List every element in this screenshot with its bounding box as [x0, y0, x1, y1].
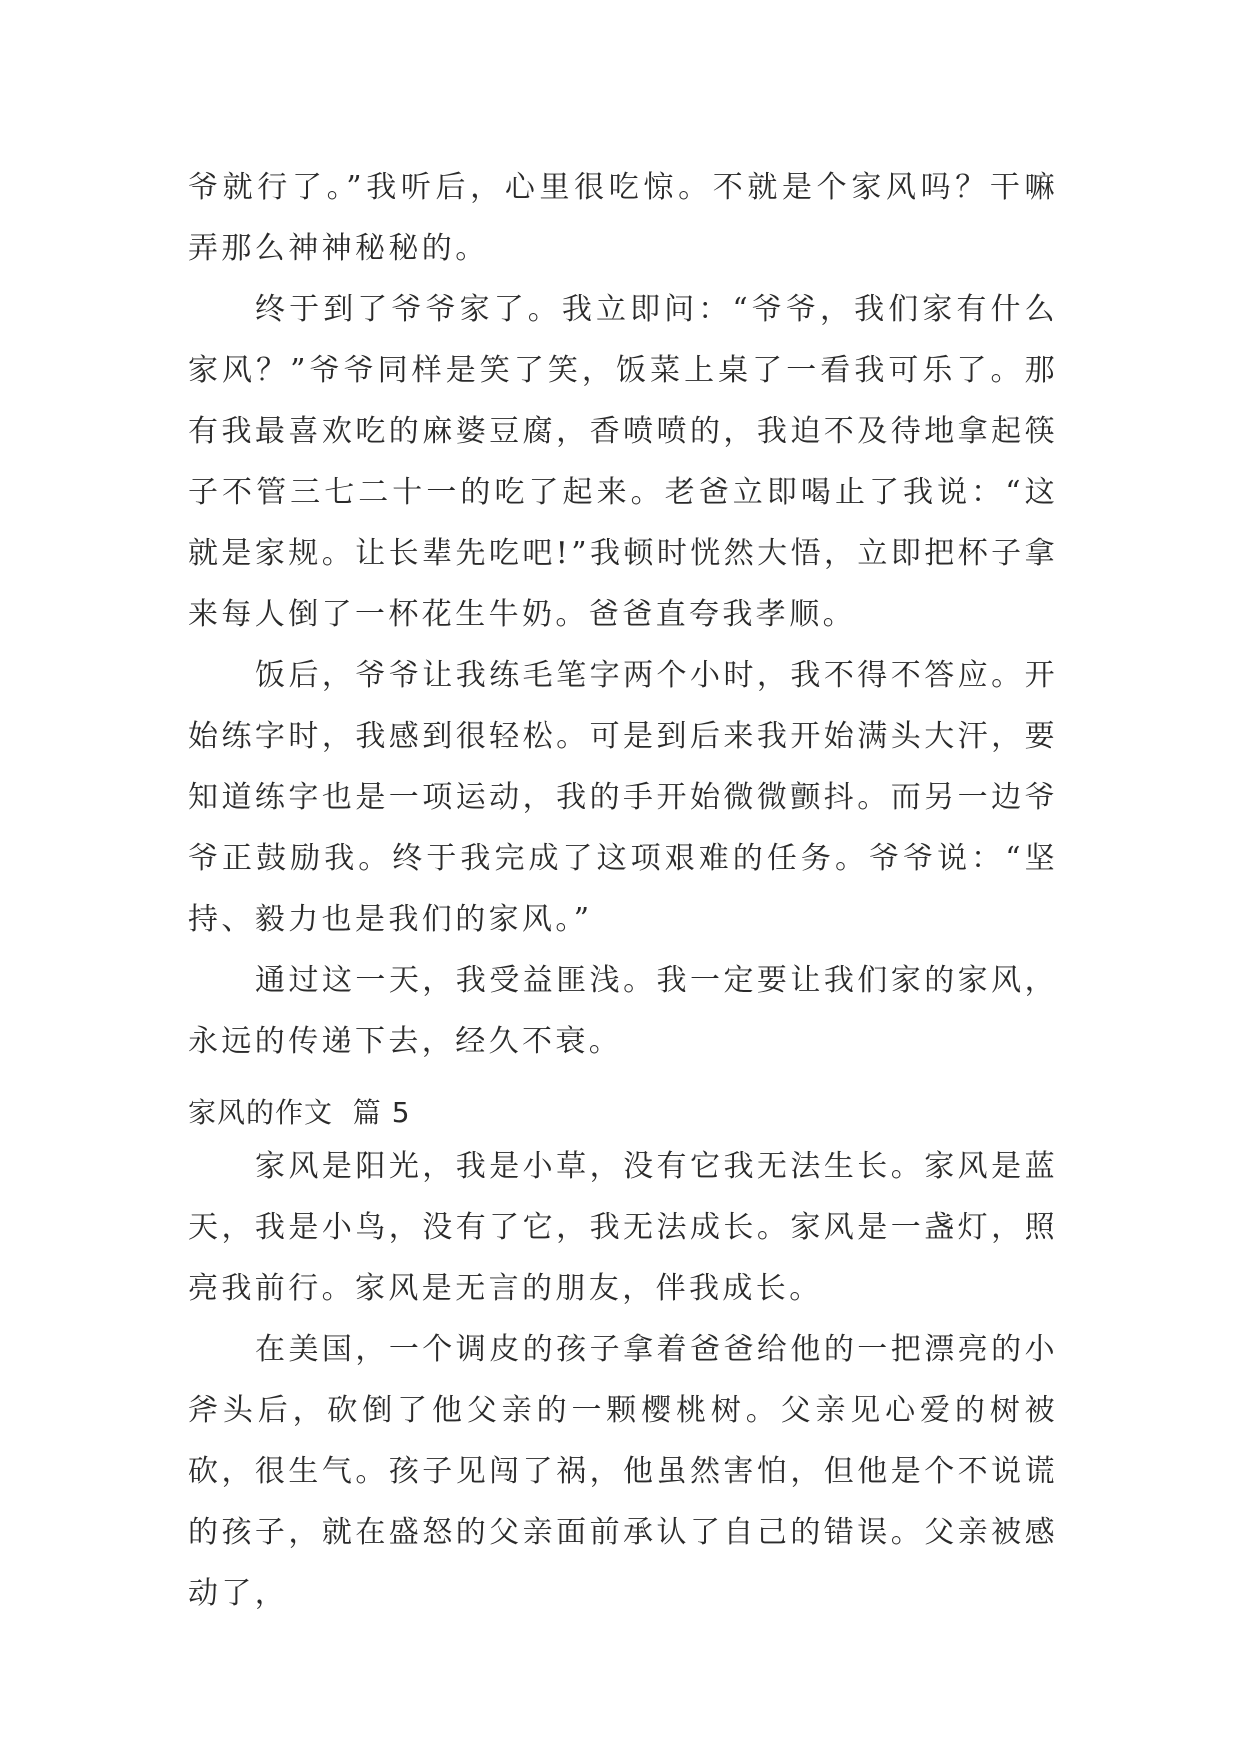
essay-body-part1 [188, 157, 1058, 1072]
essay-body-part2 [188, 1136, 1058, 1624]
paragraph: 终于到了爷爷家了。我立即问：“爷爷，我们家有什么家风？”爷爷同样是笑了笑，饭菜上桌了一看我可乐了。那有我最喜欢吃的麻婆豆腐，香喷喷的，我迫不及待地拿起筷子不管三七二十一的吃了起来。老爸立即喝止了我说：“这就是家规。让长辈先吃吧!”我顿时恍然大悟，立即把杯子拿来每人倒了一杯花生牛奶。爸爸直夸我孝顺。 [188, 292, 1058, 632]
paragraph: 家风是阳光，我是小草，没有它我无法生长。家风是蓝天，我是小鸟，没有了它，我无法成长。家风是一盏灯，照亮我前行。家风是无言的朋友，伴我成长。 [188, 1149, 1058, 1306]
paragraph: 在美国，一个调皮的孩子拿着爸爸给他的一把漂亮的小斧头后，砍倒了他父亲的一颗樱桃树。父亲见心爱的树被砍，很生气。孩子见闯了祸，他虽然害怕，但他是个不说谎的孩子，就在盛怒的父亲面前承认了自己的错误。父亲被感动了， [188, 1332, 1058, 1611]
paragraph: 通过这一天，我受益匪浅。我一定要让我们家的家风，永远的传递下去，经久不衰。 [188, 963, 1058, 1059]
paragraph: 爷就行了。”我听后，心里很吃惊。不就是个家风吗？干嘛弄那么神神秘秘的。 [188, 170, 1058, 266]
section-heading: 家风的作文 篇 5 [188, 1096, 411, 1129]
paragraph: 饭后，爷爷让我练毛笔字两个小时，我不得不答应。开始练字时，我感到很轻松。可是到后来我开始满头大汗，要知道练字也是一项运动，我的手开始微微颤抖。而另一边爷爷正鼓励我。终于我完成了这项艰难的任务。爷爷说：“坚持、毅力也是我们的家风。” [188, 658, 1058, 937]
